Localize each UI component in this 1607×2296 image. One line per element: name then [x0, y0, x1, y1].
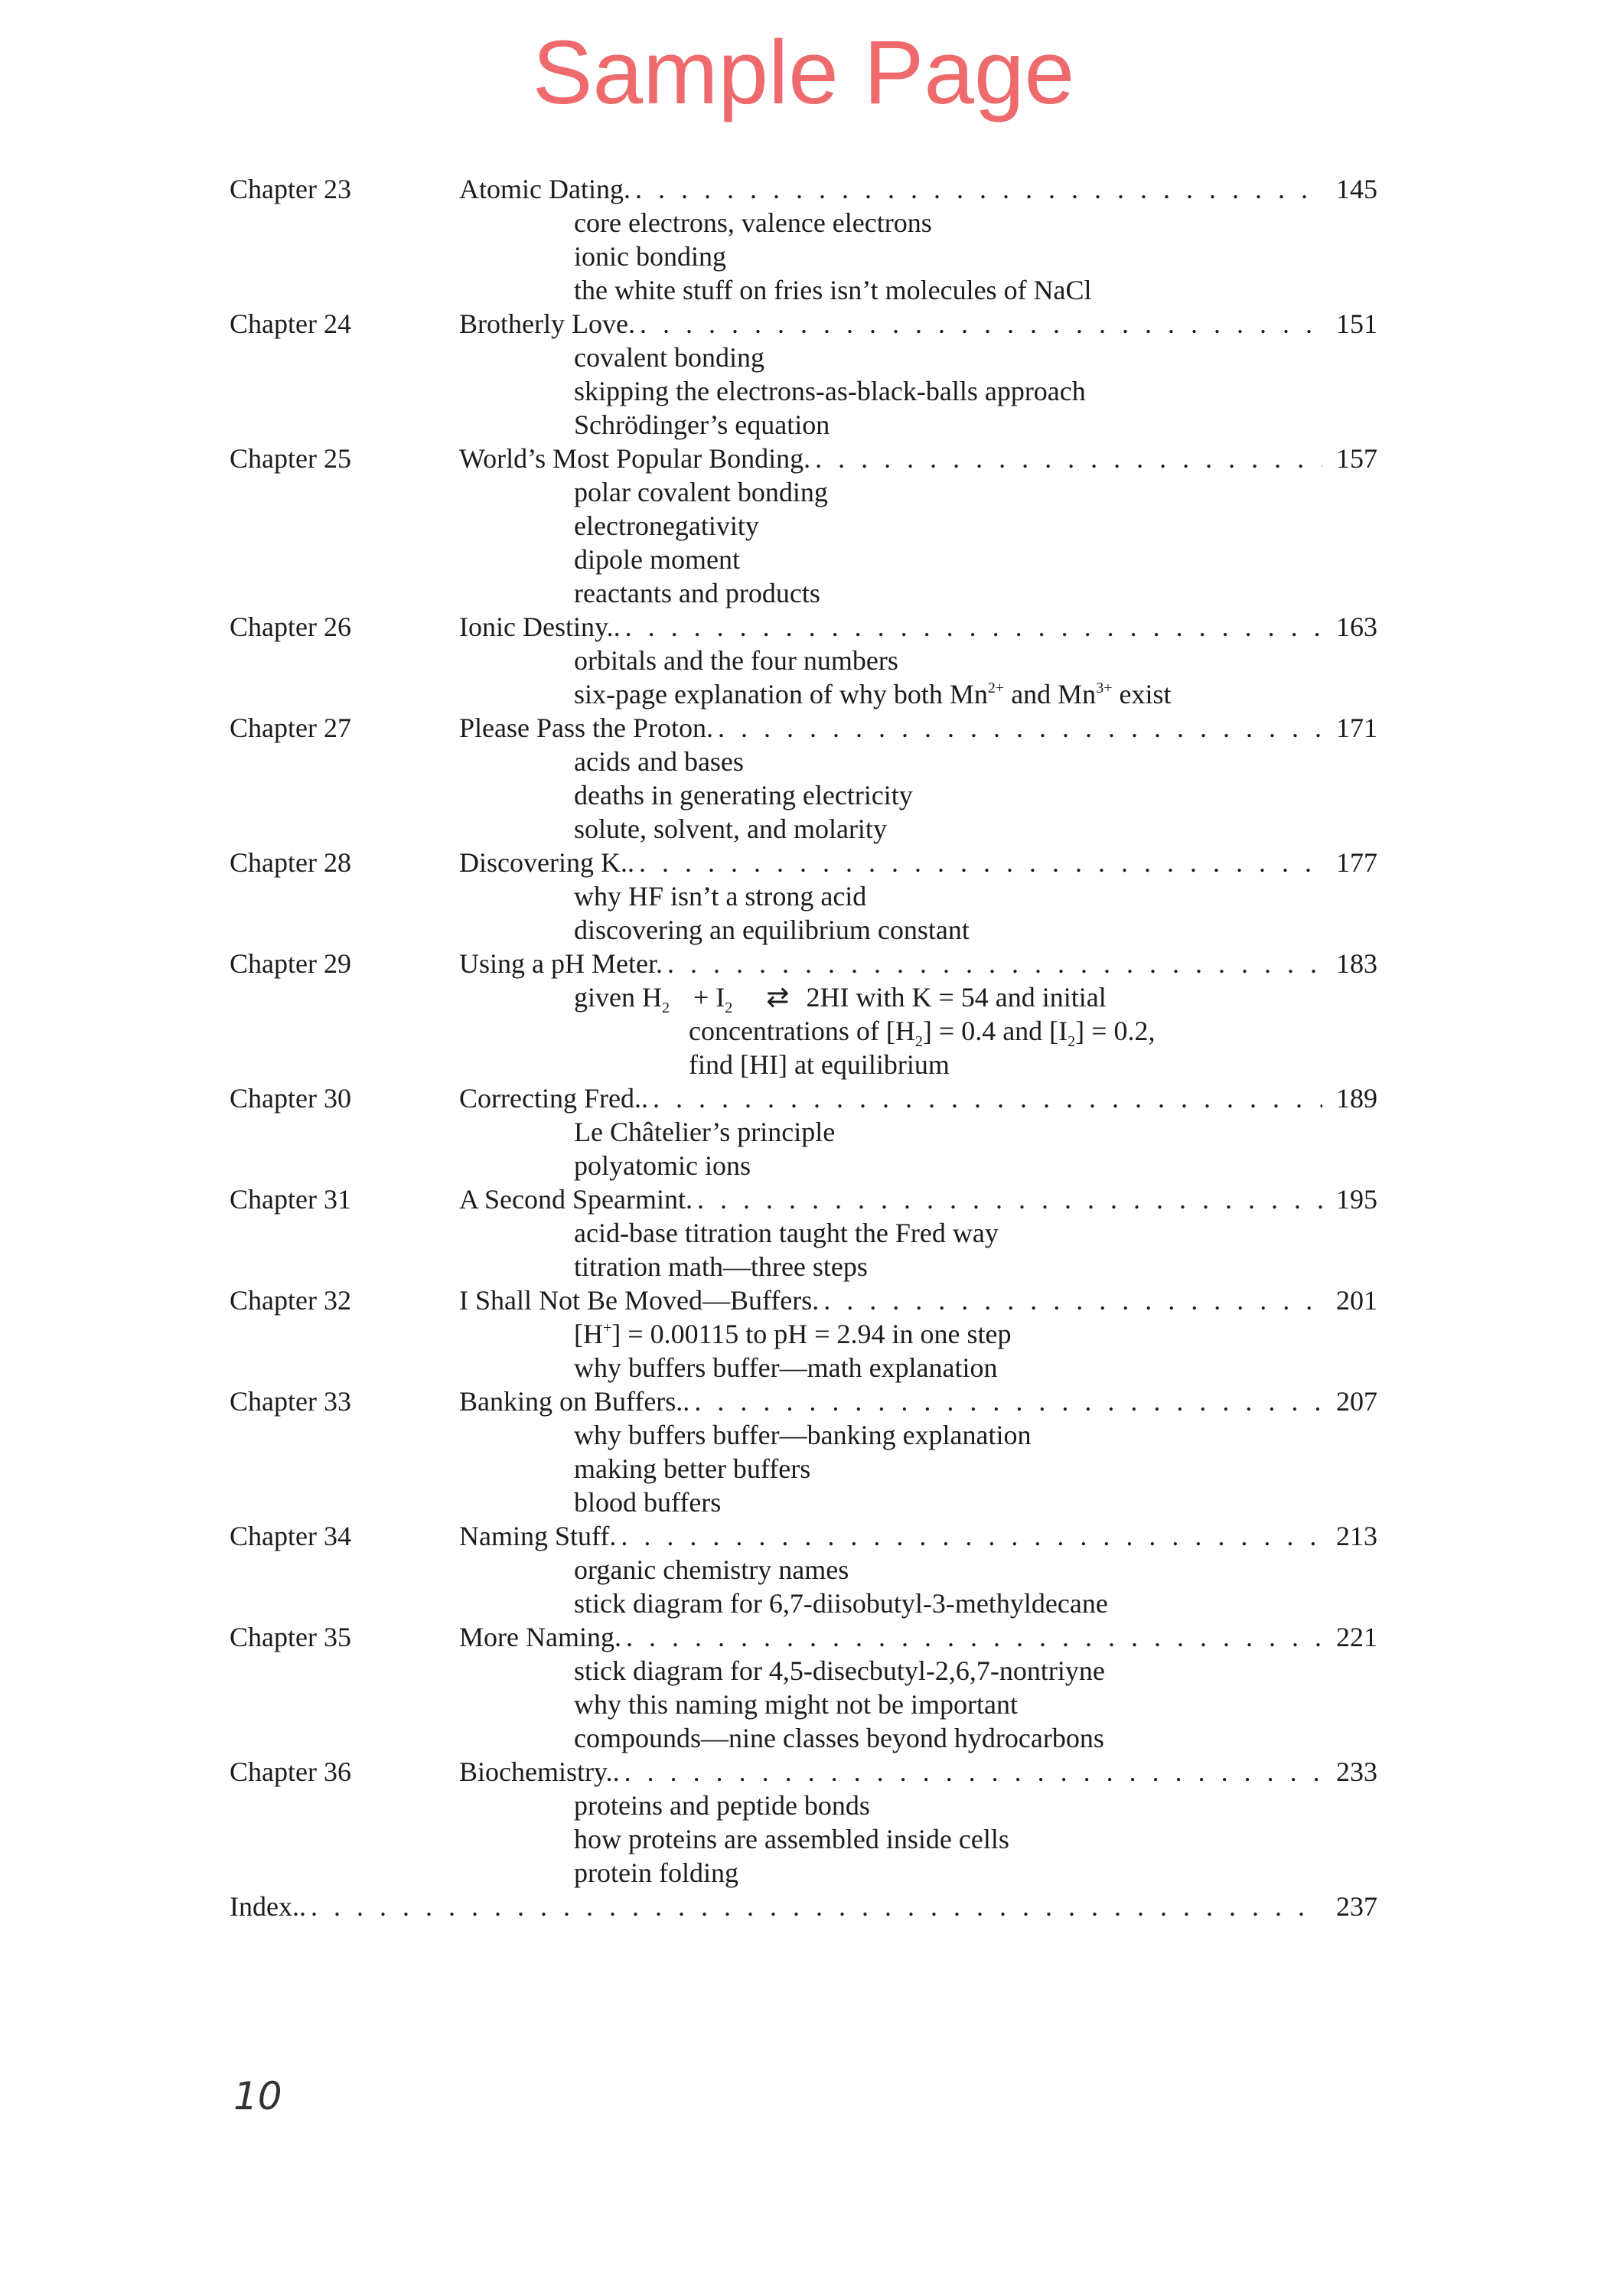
topic-item: dipole moment	[574, 544, 740, 575]
toc-entry-chapter-23[interactable]	[230, 172, 1377, 206]
topic-item: organic chemistry names	[574, 1554, 849, 1585]
chapter-title: Atomic Dating.	[459, 174, 631, 204]
chapter-title: Biochemistry..	[459, 1756, 620, 1787]
page-number: 213	[1336, 1521, 1377, 1551]
topic-item: why buffers buffer—math explanation	[574, 1352, 998, 1383]
chapter-label: Chapter 30	[230, 1083, 351, 1114]
folio-page-number: 10	[233, 2074, 282, 2118]
chapter-title: Discovering K..	[459, 847, 634, 878]
page-number: 195	[1336, 1184, 1377, 1215]
topic-item: acid-base titration taught the Fred way	[574, 1218, 999, 1248]
topic-item: acids and bases	[574, 746, 744, 777]
toc-entry-chapter-31[interactable]	[230, 1182, 1377, 1216]
dot-leader	[697, 1182, 1322, 1216]
topic-item: Schrödinger’s equation	[574, 409, 830, 440]
topic-item: protein folding	[574, 1857, 738, 1888]
topic-item: why buffers buffer—banking explanation	[574, 1420, 1032, 1450]
dot-leader	[626, 1620, 1322, 1654]
sample-page-watermark: Sample Page	[532, 22, 1075, 123]
topic-item: why HF isn’t a strong acid	[574, 881, 867, 912]
toc-entry-chapter-35[interactable]	[230, 1620, 1377, 1654]
toc-entry-chapter-33[interactable]	[230, 1384, 1377, 1418]
chapter-label: Chapter 25	[230, 443, 351, 474]
toc-entry-chapter-24[interactable]	[230, 307, 1377, 341]
chapter-label: Chapter 26	[230, 612, 351, 642]
toc-entry-chapter-28[interactable]	[230, 846, 1377, 879]
page-number: 221	[1336, 1622, 1377, 1652]
toc-entry-chapter-26[interactable]	[230, 610, 1377, 644]
chapter-label: Chapter 31	[230, 1184, 351, 1215]
dot-leader	[694, 1384, 1322, 1418]
topic-item: skipping the electrons-as-black-balls approach	[574, 376, 1086, 406]
topic-item: blood buffers	[574, 1487, 722, 1518]
index-title: Index..	[230, 1891, 306, 1922]
topic-item: reactants and products	[574, 578, 820, 608]
chapter-title: Banking on Buffers..	[459, 1386, 690, 1417]
dot-leader	[823, 1283, 1322, 1317]
page-number: 189	[1336, 1083, 1377, 1114]
dot-leader	[815, 442, 1322, 475]
page-number: 171	[1336, 713, 1377, 743]
chapter-label: Chapter 23	[230, 174, 351, 204]
topic-item: solute, solvent, and molarity	[574, 814, 887, 844]
chapter-title: More Naming.	[459, 1622, 621, 1652]
topic-item: proteins and peptide bonds	[574, 1790, 870, 1821]
page-number: 207	[1336, 1386, 1377, 1417]
chapter-title: Brotherly Love.	[459, 308, 635, 339]
chapter-label: Chapter 36	[230, 1756, 351, 1787]
topic-item: the white stuff on fries isn’t molecules of NaCl	[574, 275, 1092, 305]
page-number: 157	[1336, 443, 1377, 474]
equation-line-2: concentrations of $[H_2] = 0.4$ and $[I_2] = 0.2$,	[689, 1016, 1156, 1050]
dot-leader	[653, 1081, 1322, 1115]
chapter-title: Using a pH Meter.	[459, 948, 663, 979]
dot-leader	[625, 610, 1322, 644]
chapter-title: A Second Spearmint.	[459, 1184, 693, 1215]
topic-item: core electrons, valence electrons	[574, 207, 932, 238]
topic-item: Le Châtelier’s principle	[574, 1117, 836, 1147]
topic-item: covalent bonding	[574, 342, 764, 373]
chapter-label: Chapter 29	[230, 948, 351, 979]
topic-item: electronegativity	[574, 510, 759, 541]
topic-item: ionic bonding	[574, 241, 726, 272]
topic-item: titration math—three steps	[574, 1251, 868, 1282]
dot-leader	[640, 307, 1322, 341]
dot-leader	[624, 1755, 1322, 1789]
page-number: 145	[1336, 174, 1377, 204]
chapter-label: Chapter 35	[230, 1622, 351, 1652]
topic-item: how proteins are assembled inside cells	[574, 1824, 1009, 1854]
topic-item: stick diagram for 6,7-diisobutyl-3-methyldecane	[574, 1588, 1108, 1619]
topic-item: discovering an equilibrium constant	[574, 915, 970, 945]
toc-entry-chapter-27[interactable]	[230, 711, 1377, 745]
topic-item: polyatomic ions	[574, 1150, 751, 1181]
page-number: 233	[1336, 1756, 1377, 1787]
toc-entry-index[interactable]	[230, 1890, 1377, 1923]
toc-entry-chapter-29[interactable]	[230, 947, 1377, 980]
topic-item: polar covalent bonding	[574, 477, 828, 507]
chapter-title: Correcting Fred..	[459, 1083, 648, 1114]
chapter-label: Chapter 32	[230, 1285, 351, 1316]
dot-leader	[311, 1890, 1322, 1923]
topic-item: stick diagram for 4,5-disecbutyl-2,6,7-nontriyne	[574, 1655, 1105, 1686]
chapter-label: Chapter 33	[230, 1386, 351, 1417]
toc-entry-chapter-36[interactable]	[230, 1755, 1377, 1789]
topic-item-manganese-ions: six-page explanation of why both $Mn^{2+}$ and $Mn^{3+}$ exist	[574, 679, 1172, 709]
page-number: 163	[1336, 612, 1377, 642]
dot-leader	[718, 711, 1322, 745]
page-number: 237	[1336, 1891, 1377, 1922]
toc-entry-chapter-32[interactable]	[230, 1283, 1377, 1317]
toc-entry-chapter-30[interactable]	[230, 1081, 1377, 1115]
chapter-title: I Shall Not Be Moved—Buffers.	[459, 1285, 820, 1316]
topic-item: orbitals and the four numbers	[574, 645, 898, 676]
toc-entry-chapter-34[interactable]	[230, 1519, 1377, 1553]
table-of-contents	[230, 172, 1377, 1923]
chapter-title: Ionic Destiny..	[459, 612, 621, 642]
page-number: 177	[1336, 847, 1377, 878]
topic-item-hydrogen-ion: [H+] = 0.00115 to pH = 2.94 in one step	[574, 1319, 1012, 1349]
equilibrium-arrow-icon: ⇄	[766, 982, 790, 1013]
chapter-title: World’s Most Popular Bonding.	[459, 443, 811, 474]
page-number: 201	[1336, 1285, 1377, 1316]
topic-item: deaths in generating electricity	[574, 780, 913, 810]
dot-leader	[621, 1519, 1322, 1553]
page-number: 151	[1336, 308, 1377, 339]
dot-leader	[635, 172, 1322, 206]
topic-item: making better buffers	[574, 1453, 811, 1484]
topic-item: why this naming might not be important	[574, 1689, 1018, 1720]
chapter-title: Please Pass the Proton.	[459, 713, 713, 743]
toc-entry-chapter-25[interactable]	[230, 442, 1377, 475]
equation-line-3: find [HI] at equilibrium	[689, 1049, 950, 1080]
chapter-label: Chapter 28	[230, 847, 351, 878]
dot-leader	[639, 846, 1322, 879]
dot-leader	[667, 947, 1322, 980]
page-number: 183	[1336, 948, 1377, 979]
chapter-title: Naming Stuff.	[459, 1521, 617, 1551]
chapter-label: Chapter 27	[230, 713, 351, 743]
equation-line-1: given $H_2 + I_2$ ⇄ 2HI with K = 54 and initial	[574, 982, 1107, 1016]
topic-item: compounds—nine classes beyond hydrocarbons	[574, 1723, 1104, 1753]
chapter-label: Chapter 34	[230, 1521, 351, 1551]
chapter-label: Chapter 24	[230, 308, 351, 339]
